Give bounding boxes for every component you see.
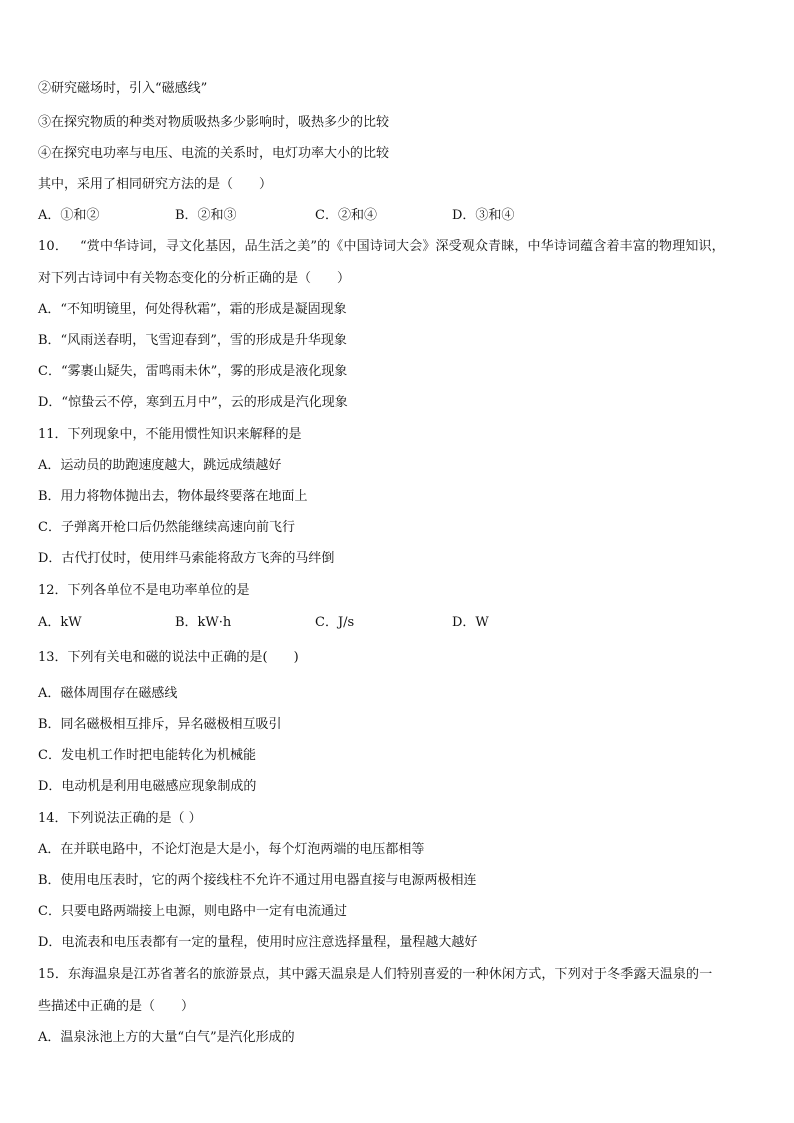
q13-stem: 13．下列有关电和磁的说法中正确的是( ) [38,650,299,665]
q11-option-a: A．运动员的助跑速度越大，跳远成绩越好 [38,458,282,473]
q14-option-a: A．在并联电路中，不论灯泡是大是小，每个灯泡两端的电压都相等 [38,842,425,857]
q14-option-b: B．使用电压表时，它的两个接线柱不允许不通过用电器直接与电源两极相连 [38,873,477,888]
q11-option-c: C．子弹离开枪口后仍然能继续高速向前飞行 [38,520,295,535]
q12-option-b: B．kW·h [175,615,232,630]
q15-option-a: A．温泉泳池上方的大量“白气”是汽化形成的 [38,1030,295,1045]
q14-stem: 14．下列说法正确的是（ ） [38,811,202,826]
q12-option-d: D．W [452,615,489,630]
q10-option-c: C．“雾裹山疑失，雷鸣雨未休”，雾的形成是液化现象 [38,364,348,379]
q11-stem: 11．下列现象中，不能用惯性知识来解释的是 [38,427,302,442]
q10-option-a: A．“不知明镜里，何处得秋霜”，霜的形成是凝固现象 [38,302,347,317]
q13-option-b: B．同名磁极相互排斥，异名磁极相互吸引 [38,717,282,732]
q14-option-d: D．电流表和电压表都有一定的量程，使用时应注意选择量程，量程越大越好 [38,935,478,950]
q12-option-a: A．kW [38,615,82,630]
q9-option-d: D．③和④ [452,208,515,223]
q9-option-a: A．①和② [38,208,100,223]
q12-options [38,614,758,632]
q13-option-c: C．发电机工作时把电能转化为机械能 [38,748,256,763]
q9-item-4: ④在探究电功率与电压、电流的关系时，电灯功率大小的比较 [38,146,390,161]
q9-option-c: C．②和④ [315,208,377,223]
q10-stem-line2: 对下列古诗词中有关物态变化的分析正确的是（ ） [38,271,351,286]
q10-option-b: B．“风雨送春明，飞雪迎春到”，雪的形成是升华现象 [38,333,347,348]
q10-option-d: D．“惊蛰云不停，寒到五月中”，云的形成是汽化现象 [38,395,348,410]
q9-option-b: B．②和③ [175,208,237,223]
q15-stem-line2: 些描述中正确的是（ ） [38,999,195,1014]
q10-stem-text: “赏中华诗词，寻文化基因，品生活之美”的《中国诗词大会》深受观众青睐，中华诗词蕴含着丰富的物理知识， [80,239,725,254]
q15-stem-line1: 15．东海温泉是江苏省著名的旅游景点，其中露天温泉是人们特别喜爱的一种休闲方式，下列对于冬季露天温泉的一 [38,967,713,982]
q9-options [38,207,758,225]
q9-item-3: ③在探究物质的种类对物质吸热多少影响时，吸热多少的比较 [38,115,390,130]
q10-stem-line1 [38,238,766,256]
q12-option-c: C．J/s [315,615,355,630]
q12-stem: 12．下列各单位不是电功率单位的是 [38,583,250,598]
q13-option-d: D．电动机是利用电磁感应现象制成的 [38,779,257,794]
q13-option-a: A．磁体周围存在磁感线 [38,686,178,701]
q14-option-c: C．只要电路两端接上电源，则电路中一定有电流通过 [38,904,347,919]
q9-item-2: ②研究磁场时，引入“磁感线” [38,81,208,96]
q9-stem-end: 其中，采用了相同研究方法的是（ ） [38,177,273,192]
q11-option-d: D．古代打仗时，使用绊马索能将敌方飞奔的马绊倒 [38,551,335,566]
q10-number: 10． [38,239,68,254]
q11-option-b: B．用力将物体抛出去，物体最终要落在地面上 [38,489,308,504]
